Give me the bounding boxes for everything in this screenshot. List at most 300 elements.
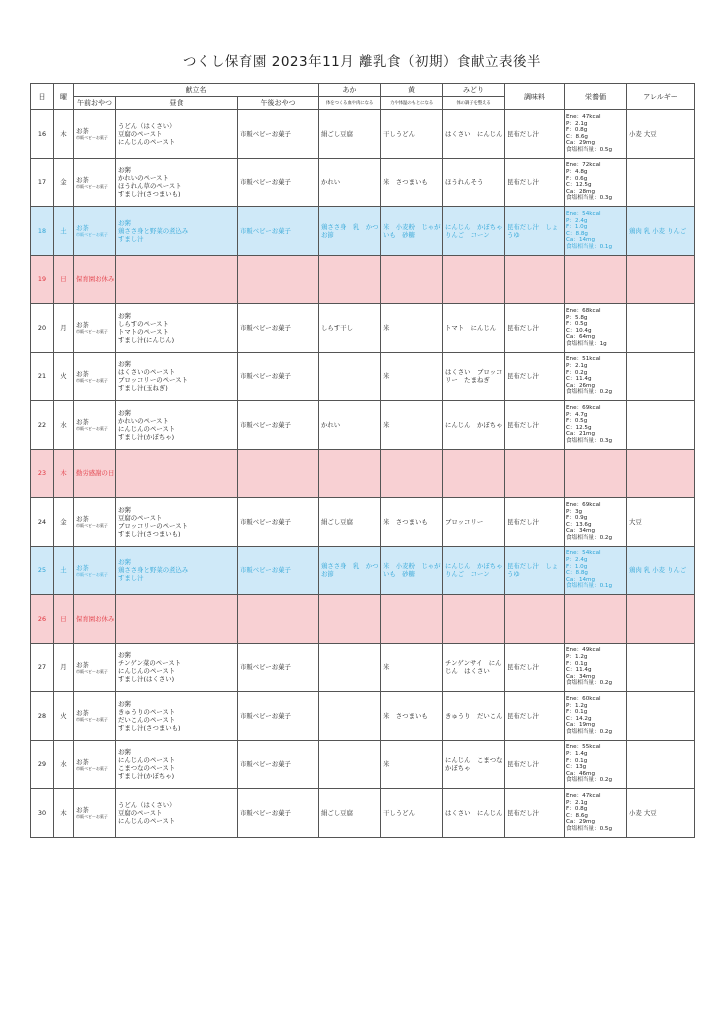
lunch-cell <box>116 255 238 304</box>
day-cell: 27 <box>31 643 54 692</box>
lunch-item: お粥 <box>118 651 131 660</box>
nutrition-line: F：0.1g <box>566 709 588 716</box>
red-food-cell: 絹ごし豆腐 <box>319 789 381 838</box>
lunch-cell <box>116 595 238 644</box>
nutrition-line: Ene：72kcal <box>566 162 601 169</box>
lunch-item: にんじんのペースト <box>118 667 176 676</box>
yellow-food-cell: 米 <box>381 352 443 401</box>
nutrition-cell <box>565 449 627 498</box>
nutrition-line: Ene：47kcal <box>566 792 601 799</box>
lunch-cell <box>116 789 238 838</box>
header-menu: 献立名 <box>74 84 319 97</box>
seasoning-cell: 昆布だし汁 しょうゆ <box>505 546 565 595</box>
lunch-item: お粥 <box>118 505 131 514</box>
nutrition-line: P：2.1g <box>566 120 588 127</box>
weekday-cell: 木 <box>54 110 74 159</box>
nutrition-line: Ca：21mg <box>566 431 596 438</box>
nutrition-cell <box>565 546 627 595</box>
lunch-cell <box>116 401 238 450</box>
table-row <box>31 789 695 838</box>
am-snack-text: お茶 <box>76 127 89 136</box>
am-snack-cell <box>74 740 116 789</box>
lunch-item: はくさいのペースト <box>118 368 176 377</box>
allergy-cell: 小麦 大豆 <box>627 789 695 838</box>
lunch-item: だいこんのペースト <box>118 715 176 724</box>
red-food-cell: 絹ごし豆腐 <box>319 110 381 159</box>
lunch-item: すまし汁(かぼちゃ) <box>118 772 175 781</box>
header-day: 日 <box>31 84 54 110</box>
lunch-item: ブロッコリーのペースト <box>118 521 188 530</box>
lunch-item: 豆腐のペースト <box>118 808 163 817</box>
lunch-item: すまし汁(玉ねぎ) <box>118 384 168 393</box>
weekday-cell: 火 <box>54 352 74 401</box>
pm-snack-cell: 市販ベビーお菓子 <box>238 207 319 256</box>
header-seasoning: 調味料 <box>505 84 565 110</box>
seasoning-cell: 昆布だし汁 <box>505 304 565 353</box>
nutrition-line: Ca：34mg <box>566 528 596 535</box>
red-food-cell: かれい <box>319 401 381 450</box>
day-cell: 16 <box>31 110 54 159</box>
header-red-sub: 体をつくる血や肉になる <box>319 97 381 110</box>
am-snack-text: 保育園お休み <box>76 275 115 284</box>
green-food-cell: きゅうり だいこん <box>443 692 505 741</box>
lunch-cell <box>116 498 238 547</box>
nutrition-line: P：2.1g <box>566 799 588 806</box>
nutrition-cell <box>565 158 627 207</box>
weekday-cell: 水 <box>54 401 74 450</box>
nutrition-line: C：12.5g <box>566 424 592 431</box>
allergy-cell <box>627 595 695 644</box>
header-nutrition: 栄養価 <box>565 84 627 110</box>
day-cell: 30 <box>31 789 54 838</box>
lunch-item: お粥 <box>118 748 131 757</box>
nutrition-line: 食塩相当量：0.2g <box>566 777 613 784</box>
lunch-item: すまし汁(さつまいも) <box>118 190 181 199</box>
nutrition-cell <box>565 595 627 644</box>
nutrition-line: 食塩相当量：1g <box>566 340 607 347</box>
seasoning-cell: 昆布だし汁 <box>505 352 565 401</box>
seasoning-cell: 昆布だし汁 <box>505 401 565 450</box>
weekday-cell: 日 <box>54 255 74 304</box>
nutrition-cell <box>565 401 627 450</box>
seasoning-cell <box>505 595 565 644</box>
pm-snack-cell: 市販ベビーお菓子 <box>238 401 319 450</box>
am-snack-sub: 市販ベビーお菓子 <box>76 232 108 238</box>
nutrition-line: 食塩相当量：0.5g <box>566 825 613 832</box>
seasoning-cell <box>505 255 565 304</box>
day-cell: 29 <box>31 740 54 789</box>
lunch-item: すまし汁(さつまいも) <box>118 723 181 732</box>
nutrition-line: C：13g <box>566 764 587 771</box>
weekday-cell: 土 <box>54 207 74 256</box>
lunch-item: にんじんのペースト <box>118 756 176 765</box>
header-pm-snack: 午後おやつ <box>238 97 319 110</box>
am-snack-cell <box>74 498 116 547</box>
seasoning-cell <box>505 449 565 498</box>
header-yellow-sub: 力や体温のもとになる <box>381 97 443 110</box>
lunch-item: すまし汁(さつまいも) <box>118 529 181 538</box>
table-row <box>31 546 695 595</box>
nutrition-line: F：0.2g <box>566 369 588 376</box>
am-snack-cell <box>74 110 116 159</box>
am-snack-sub: 市販ベビーお菓子 <box>76 765 108 771</box>
nutrition-line: P：1.4g <box>566 751 588 758</box>
nutrition-line: 食塩相当量：0.3g <box>566 195 613 202</box>
allergy-cell <box>627 643 695 692</box>
seasoning-cell: 昆布だし汁 <box>505 643 565 692</box>
day-cell: 25 <box>31 546 54 595</box>
seasoning-cell: 昆布だし汁 <box>505 110 565 159</box>
seasoning-cell: 昆布だし汁 <box>505 158 565 207</box>
pm-snack-cell: 市販ベビーお菓子 <box>238 643 319 692</box>
nutrition-line: Ca：29mg <box>566 819 596 826</box>
nutrition-line: P：2.1g <box>566 363 588 370</box>
pm-snack-cell: 市販ベビーお菓子 <box>238 110 319 159</box>
weekday-cell: 水 <box>54 740 74 789</box>
yellow-food-cell: 米 さつまいも <box>381 158 443 207</box>
yellow-food-cell: 米 小麦粉 じゃがいも 砂糖 <box>381 546 443 595</box>
lunch-item: かれいのペースト <box>118 174 169 183</box>
allergy-cell: 大豆 <box>627 498 695 547</box>
am-snack-sub: 市販ベビーお菓子 <box>76 135 108 141</box>
header-green-sub: 体の調子を整える <box>443 97 505 110</box>
am-snack-sub: 市販ベビーお菓子 <box>76 814 108 820</box>
yellow-food-cell: 米 <box>381 643 443 692</box>
nutrition-line: F：0.5g <box>566 418 588 425</box>
day-cell: 23 <box>31 449 54 498</box>
green-food-cell <box>443 595 505 644</box>
red-food-cell <box>319 449 381 498</box>
am-snack-sub: 市販ベビーお菓子 <box>76 329 108 335</box>
lunch-item: すまし汁 <box>118 574 144 583</box>
header-lunch: 昼食 <box>116 97 238 110</box>
am-snack-sub: 市販ベビーお菓子 <box>76 571 108 577</box>
lunch-item: お粥 <box>118 311 131 320</box>
pm-snack-cell: 市販ベビーお菓子 <box>238 498 319 547</box>
allergy-cell <box>627 255 695 304</box>
nutrition-line: 食塩相当量：0.2g <box>566 389 613 396</box>
am-snack-cell <box>74 158 116 207</box>
nutrition-line: F：1.0g <box>566 563 588 570</box>
am-snack-text: お茶 <box>76 563 89 572</box>
lunch-item: お粥 <box>118 166 131 175</box>
green-food-cell <box>443 255 505 304</box>
red-food-cell <box>319 255 381 304</box>
nutrition-line: C：12.5g <box>566 182 592 189</box>
green-food-cell <box>443 449 505 498</box>
header-yellow: 黄 <box>381 84 443 97</box>
lunch-item: 鶏ささ身と野菜の煮込み <box>118 566 189 575</box>
header-am-snack: 午前おやつ <box>74 97 116 110</box>
allergy-cell <box>627 740 695 789</box>
lunch-cell <box>116 546 238 595</box>
am-snack-text: お茶 <box>76 321 89 330</box>
red-food-cell: しらす干し <box>319 304 381 353</box>
day-cell: 21 <box>31 352 54 401</box>
nutrition-line: 食塩相当量：0.1g <box>566 243 613 250</box>
am-snack-text: お茶 <box>76 418 89 427</box>
allergy-cell <box>627 692 695 741</box>
lunch-item: チンゲン菜のペースト <box>118 659 182 668</box>
nutrition-line: Ene：49kcal <box>566 647 601 654</box>
lunch-cell <box>116 352 238 401</box>
am-snack-text: 保育園お休み <box>76 614 115 623</box>
allergy-cell: 鶏肉 乳 小麦 りんご <box>627 207 695 256</box>
lunch-item: 鶏ささ身と野菜の煮込み <box>118 226 189 235</box>
nutrition-line: F：0.8g <box>566 806 588 813</box>
lunch-item: にんじんのペースト <box>118 816 176 825</box>
pm-snack-cell <box>238 255 319 304</box>
am-snack-text: お茶 <box>76 369 89 378</box>
nutrition-line: Ene：47kcal <box>566 113 601 120</box>
nutrition-line: Ca：64mg <box>566 334 596 341</box>
lunch-item: こまつなのペースト <box>118 764 176 773</box>
red-food-cell: 鶏ささ身 乳 かつお節 <box>319 546 381 595</box>
table-row <box>31 692 695 741</box>
nutrition-line: F：0.5g <box>566 321 588 328</box>
nutrition-line: P：2.4g <box>566 557 588 564</box>
day-cell: 19 <box>31 255 54 304</box>
yellow-food-cell: 米 <box>381 304 443 353</box>
lunch-item: きゅうりのペースト <box>118 707 176 716</box>
table-row <box>31 595 695 644</box>
nutrition-line: P：5.8g <box>566 314 588 321</box>
weekday-cell: 月 <box>54 304 74 353</box>
allergy-cell <box>627 449 695 498</box>
seasoning-cell: 昆布だし汁 <box>505 740 565 789</box>
am-snack-sub: 市販ベビーお菓子 <box>76 668 108 674</box>
nutrition-line: C：8.8g <box>566 230 588 237</box>
day-cell: 26 <box>31 595 54 644</box>
weekday-cell: 火 <box>54 692 74 741</box>
lunch-item: ほうれん草のペースト <box>118 182 182 191</box>
allergy-cell: 鶏肉 乳 小麦 りんご <box>627 546 695 595</box>
am-snack-cell <box>74 401 116 450</box>
lunch-item: にんじんのペースト <box>118 424 176 433</box>
seasoning-cell: 昆布だし汁 <box>505 789 565 838</box>
green-food-cell: トマト にんじん <box>443 304 505 353</box>
yellow-food-cell: 干しうどん <box>381 110 443 159</box>
nutrition-cell <box>565 740 627 789</box>
green-food-cell: はくさい にんじん <box>443 789 505 838</box>
nutrition-line: C：14.2g <box>566 715 592 722</box>
pm-snack-cell: 市販ベビーお菓子 <box>238 740 319 789</box>
green-food-cell: ブロッコリー <box>443 498 505 547</box>
lunch-item: お粥 <box>118 558 131 567</box>
red-food-cell: 鶏ささ身 乳 かつお節 <box>319 207 381 256</box>
am-snack-text: お茶 <box>76 515 89 524</box>
pm-snack-cell: 市販ベビーお菓子 <box>238 692 319 741</box>
am-snack-sub: 市販ベビーお菓子 <box>76 717 108 723</box>
nutrition-line: F：0.1g <box>566 660 588 667</box>
yellow-food-cell: 米 さつまいも <box>381 498 443 547</box>
day-cell: 28 <box>31 692 54 741</box>
header-green: みどり <box>443 84 505 97</box>
nutrition-line: Ene：51kcal <box>566 356 601 363</box>
nutrition-line: F：0.6g <box>566 175 588 182</box>
am-snack-text: お茶 <box>76 806 89 815</box>
nutrition-line: F：0.1g <box>566 757 588 764</box>
lunch-item: うどん（はくさい） <box>118 121 176 130</box>
allergy-cell <box>627 304 695 353</box>
am-snack-text: お茶 <box>76 175 89 184</box>
nutrition-line: Ca：28mg <box>566 188 596 195</box>
nutrition-line: Ca：34mg <box>566 673 596 680</box>
lunch-cell <box>116 110 238 159</box>
am-snack-text: お茶 <box>76 709 89 718</box>
green-food-cell: はくさい にんじん <box>443 110 505 159</box>
nutrition-line: P：1.2g <box>566 702 588 709</box>
nutrition-line: C：10.4g <box>566 327 592 334</box>
seasoning-cell: 昆布だし汁 しょうゆ <box>505 207 565 256</box>
lunch-item: にんじんのペースト <box>118 137 176 146</box>
lunch-item: ブロッコリーのペースト <box>118 376 188 385</box>
day-cell: 20 <box>31 304 54 353</box>
nutrition-line: P：4.7g <box>566 411 588 418</box>
green-food-cell: にんじん かぼちゃ <box>443 401 505 450</box>
yellow-food-cell: 米 <box>381 740 443 789</box>
red-food-cell <box>319 643 381 692</box>
pm-snack-cell: 市販ベビーお菓子 <box>238 158 319 207</box>
lunch-item: すまし汁 <box>118 234 144 243</box>
lunch-item: しらすのペースト <box>118 319 169 328</box>
lunch-cell <box>116 740 238 789</box>
day-cell: 18 <box>31 207 54 256</box>
am-snack-cell <box>74 207 116 256</box>
nutrition-line: Ene：69kcal <box>566 501 601 508</box>
green-food-cell: にんじん かぼちゃ りんご コーン <box>443 207 505 256</box>
green-food-cell: ほうれんそう <box>443 158 505 207</box>
green-food-cell: チンゲンサイ にんじん はくさい <box>443 643 505 692</box>
weekday-cell: 木 <box>54 449 74 498</box>
lunch-cell <box>116 643 238 692</box>
nutrition-line: 食塩相当量：0.1g <box>566 583 613 590</box>
nutrition-line: 食塩相当量：0.2g <box>566 534 613 541</box>
pm-snack-cell <box>238 449 319 498</box>
nutrition-cell <box>565 352 627 401</box>
nutrition-line: P：2.4g <box>566 217 588 224</box>
nutrition-line: C：11.4g <box>566 376 592 383</box>
pm-snack-cell: 市販ベビーお菓子 <box>238 789 319 838</box>
seasoning-cell: 昆布だし汁 <box>505 498 565 547</box>
nutrition-line: F：1.0g <box>566 224 588 231</box>
lunch-cell <box>116 304 238 353</box>
lunch-item: かれいのペースト <box>118 416 169 425</box>
red-food-cell: かれい <box>319 158 381 207</box>
am-snack-cell <box>74 304 116 353</box>
lunch-item: お粥 <box>118 699 131 708</box>
nutrition-line: F：0.9g <box>566 515 588 522</box>
am-snack-cell <box>74 789 116 838</box>
weekday-cell: 土 <box>54 546 74 595</box>
am-snack-cell <box>74 255 116 304</box>
allergy-cell <box>627 158 695 207</box>
lunch-cell <box>116 449 238 498</box>
am-snack-text: お茶 <box>76 224 89 233</box>
pm-snack-cell: 市販ベビーお菓子 <box>238 352 319 401</box>
nutrition-cell <box>565 692 627 741</box>
red-food-cell <box>319 352 381 401</box>
yellow-food-cell <box>381 595 443 644</box>
menu-table <box>30 83 695 838</box>
weekday-cell: 木 <box>54 789 74 838</box>
am-snack-text: お茶 <box>76 660 89 669</box>
nutrition-line: C：8.6g <box>566 812 588 819</box>
yellow-food-cell: 米 小麦粉 じゃがいも 砂糖 <box>381 207 443 256</box>
lunch-item: お粥 <box>118 218 131 227</box>
nutrition-cell <box>565 255 627 304</box>
nutrition-line: P：4.8g <box>566 169 588 176</box>
allergy-cell <box>627 401 695 450</box>
table-row <box>31 110 695 159</box>
table-row <box>31 158 695 207</box>
am-snack-cell <box>74 546 116 595</box>
yellow-food-cell: 干しうどん <box>381 789 443 838</box>
nutrition-line: Ca：29mg <box>566 140 596 147</box>
am-snack-text: お茶 <box>76 757 89 766</box>
table-row <box>31 498 695 547</box>
lunch-item: お粥 <box>118 360 131 369</box>
table-row <box>31 740 695 789</box>
nutrition-cell <box>565 304 627 353</box>
page-title: つくし保育園 2023年11月 離乳食（初期）食献立表後半 <box>182 54 542 70</box>
nutrition-line: 食塩相当量：0.3g <box>566 437 613 444</box>
red-food-cell: 絹ごし豆腐 <box>319 498 381 547</box>
nutrition-cell <box>565 498 627 547</box>
lunch-cell <box>116 692 238 741</box>
nutrition-line: Ene：54kcal <box>566 550 601 557</box>
am-snack-cell <box>74 449 116 498</box>
lunch-item: すまし汁(かぼちゃ) <box>118 432 175 441</box>
am-snack-sub: 市販ベビーお菓子 <box>76 377 108 383</box>
nutrition-line: Ca：14mg <box>566 576 596 583</box>
pm-snack-cell: 市販ベビーお菓子 <box>238 546 319 595</box>
nutrition-line: Ca：14mg <box>566 237 596 244</box>
lunch-cell <box>116 158 238 207</box>
am-snack-text: 勤労感謝の日 <box>76 469 115 478</box>
lunch-cell <box>116 207 238 256</box>
nutrition-line: C：8.8g <box>566 570 588 577</box>
lunch-item: お粥 <box>118 408 131 417</box>
header-weekday: 曜 <box>54 84 74 110</box>
header-red: あか <box>319 84 381 97</box>
table-row <box>31 449 695 498</box>
table-row <box>31 304 695 353</box>
nutrition-line: P：3g <box>566 508 583 515</box>
weekday-cell: 日 <box>54 595 74 644</box>
weekday-cell: 金 <box>54 158 74 207</box>
nutrition-line: Ene：55kcal <box>566 744 601 751</box>
green-food-cell: にんじん かぼちゃ りんご コーン <box>443 546 505 595</box>
nutrition-line: 食塩相当量：0.5g <box>566 146 613 153</box>
table-row <box>31 255 695 304</box>
day-cell: 22 <box>31 401 54 450</box>
pm-snack-cell <box>238 595 319 644</box>
weekday-cell: 金 <box>54 498 74 547</box>
nutrition-line: P：1.2g <box>566 654 588 661</box>
table-row <box>31 352 695 401</box>
nutrition-line: Ene：54kcal <box>566 210 601 217</box>
table-row <box>31 207 695 256</box>
weekday-cell: 月 <box>54 643 74 692</box>
am-snack-sub: 市販ベビーお菓子 <box>76 426 108 432</box>
nutrition-line: Ene：69kcal <box>566 404 601 411</box>
yellow-food-cell <box>381 255 443 304</box>
lunch-item: すまし汁(にんじん) <box>118 335 175 344</box>
table-row <box>31 401 695 450</box>
nutrition-line: C：13.6g <box>566 521 592 528</box>
nutrition-line: Ene：60kcal <box>566 695 601 702</box>
